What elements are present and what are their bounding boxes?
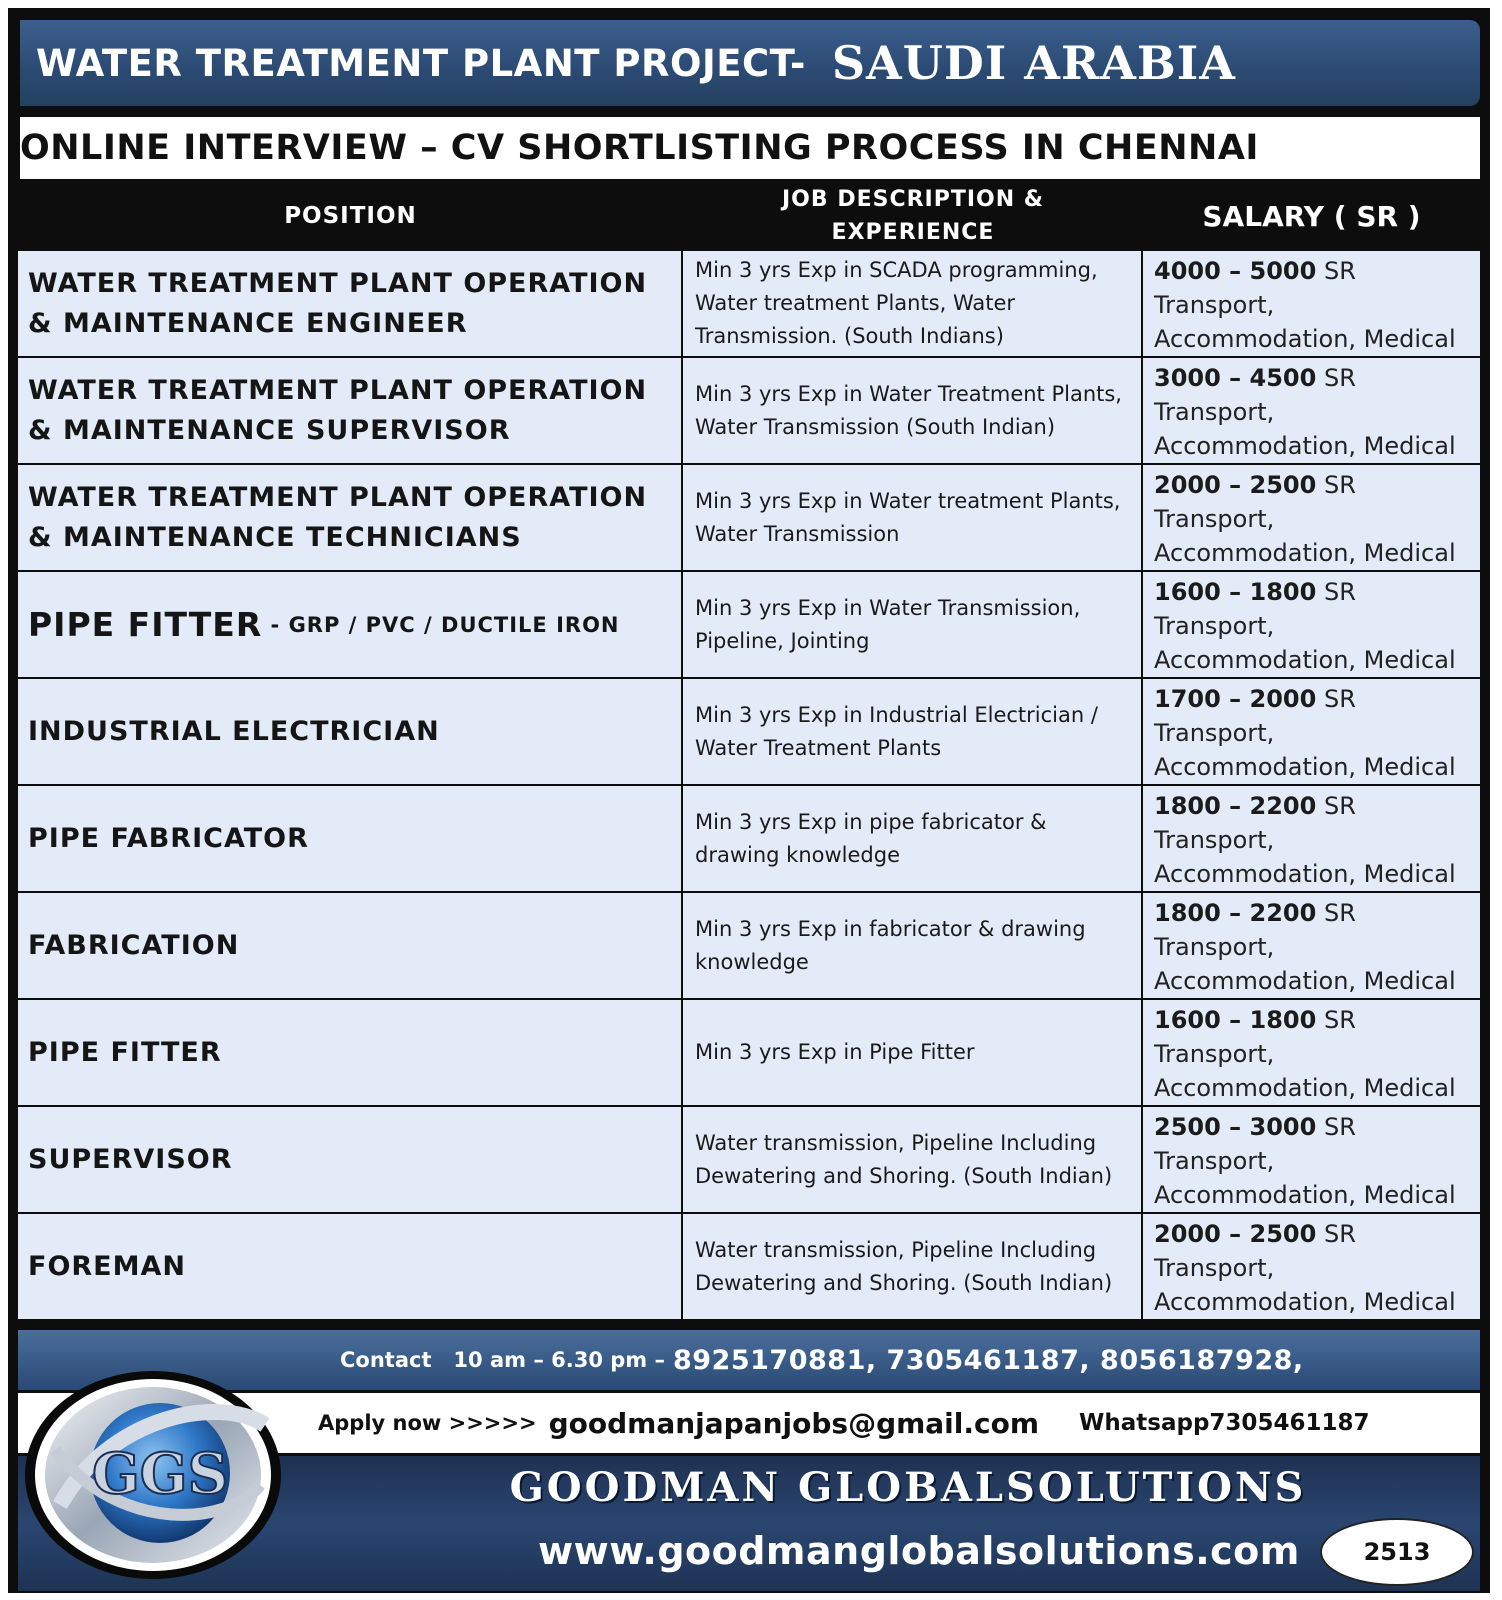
- benefits-line1: Transport,: [1154, 1039, 1275, 1068]
- benefits-line2: Accommodation, Medical: [1154, 324, 1456, 353]
- benefits-line2: Accommodation, Medical: [1154, 1073, 1456, 1102]
- header-job-description-line1: JOB DESCRIPTION &: [782, 187, 1044, 212]
- title-banner: [20, 20, 1480, 106]
- table-row: [18, 893, 1480, 998]
- description-cell: Min 3 yrs Exp in SCADA programming, Water treatment Plants, Water Transmission. (South Indians): [683, 251, 1141, 356]
- description-cell: Water transmission, Pipeline Including Dewatering and Shoring. (South Indian): [683, 1107, 1141, 1212]
- table-row: [18, 1000, 1480, 1105]
- benefits-line1: Transport,: [1154, 611, 1275, 640]
- salary-cell: [1143, 1000, 1480, 1105]
- benefits-line1: Transport,: [1154, 932, 1275, 961]
- position-line2: & MAINTENANCE TECHNICIANS: [28, 521, 522, 553]
- description-cell: Min 3 yrs Exp in fabricator & drawing knowledge: [683, 893, 1141, 998]
- salary-currency: SR: [1323, 791, 1356, 820]
- website-link[interactable]: www.goodmanglobalsolutions.com: [538, 1529, 1300, 1573]
- benefits-line2: Accommodation, Medical: [1154, 431, 1456, 460]
- salary-cell: [1143, 251, 1480, 356]
- position-line1: WATER TREATMENT PLANT OPERATION: [28, 267, 648, 299]
- apply-email[interactable]: goodmanjapanjobs@gmail.com: [548, 1406, 1040, 1440]
- position-line1: WATER TREATMENT PLANT OPERATION: [28, 481, 648, 513]
- salary-range: 1800 – 2200: [1154, 898, 1317, 927]
- benefits-line1: Transport,: [1154, 1253, 1275, 1282]
- benefits-line1: Transport,: [1154, 1146, 1275, 1175]
- header-job-description-line2: EXPERIENCE: [831, 220, 995, 245]
- table-row: [18, 358, 1480, 463]
- benefits-line1: Transport,: [1154, 718, 1275, 747]
- position-cell: FOREMAN: [18, 1214, 681, 1319]
- contact-label: Contact 10 am – 6.30 pm –: [340, 1348, 665, 1372]
- position-main: PIPE FITTER: [28, 605, 263, 644]
- salary-currency: SR: [1323, 470, 1356, 499]
- benefits-line2: Accommodation, Medical: [1154, 859, 1456, 888]
- contact-numbers[interactable]: 8925170881, 7305461187, 8056187928,: [672, 1344, 1304, 1376]
- salary-cell: [1143, 572, 1480, 677]
- salary-cell: [1143, 786, 1480, 891]
- salary-range: 1800 – 2200: [1154, 791, 1317, 820]
- salary-currency: SR: [1323, 1005, 1356, 1034]
- position-cell: INDUSTRIAL ELECTRICIAN: [18, 679, 681, 784]
- salary-range: 1700 – 2000: [1154, 684, 1317, 713]
- table-row: [18, 572, 1480, 677]
- benefits-line2: Accommodation, Medical: [1154, 645, 1456, 674]
- position-cell: SUPERVISOR: [18, 1107, 681, 1212]
- description-cell: Min 3 yrs Exp in Pipe Fitter: [683, 1000, 1141, 1105]
- header-job-description: [683, 182, 1143, 250]
- header-position: POSITION: [284, 203, 417, 229]
- position-line1: WATER TREATMENT PLANT OPERATION: [28, 374, 648, 406]
- salary-cell: [1143, 465, 1480, 570]
- benefits-line1: Transport,: [1154, 825, 1275, 854]
- subtitle: ONLINE INTERVIEW – CV SHORTLISTING PROCESS IN CHENNAI: [20, 117, 1480, 179]
- salary-cell: [1143, 1214, 1480, 1319]
- position-line2: & MAINTENANCE SUPERVISOR: [28, 414, 511, 446]
- apply-label: Apply now >>>>>: [318, 1411, 537, 1435]
- salary-cell: [1143, 893, 1480, 998]
- benefits-line2: Accommodation, Medical: [1154, 1287, 1456, 1316]
- salary-currency: SR: [1323, 1112, 1356, 1141]
- table-row: [18, 786, 1480, 891]
- header-salary: SALARY ( SR ): [1202, 199, 1421, 233]
- position-cell: FABRICATION: [18, 893, 681, 998]
- position-cell: [18, 465, 681, 570]
- company-name: GOODMAN GLOBALSOLUTIONS: [509, 1464, 1307, 1511]
- description-cell: Water transmission, Pipeline Including Dewatering and Shoring. (South Indian): [683, 1214, 1141, 1319]
- globe-logo-icon: [20, 1355, 286, 1583]
- position-suffix: - GRP / PVC / DUCTILE IRON: [262, 612, 620, 637]
- whatsapp-number[interactable]: Whatsapp7305461187: [1079, 1410, 1370, 1436]
- table-row: [18, 1214, 1480, 1319]
- salary-range: 1600 – 1800: [1154, 577, 1317, 606]
- benefits-line2: Accommodation, Medical: [1154, 1180, 1456, 1209]
- benefits-line1: Transport,: [1154, 504, 1275, 533]
- salary-range: 1600 – 1800: [1154, 1005, 1317, 1034]
- reference-badge: 2513: [1320, 1518, 1474, 1586]
- salary-currency: SR: [1323, 363, 1356, 392]
- table-row: [18, 1107, 1480, 1212]
- table-header: [18, 182, 1480, 250]
- salary-currency: SR: [1323, 898, 1356, 927]
- table-row: [18, 251, 1480, 356]
- title-country: SAUDI ARABIA: [831, 36, 1236, 90]
- salary-range: 2000 – 2500: [1154, 1219, 1317, 1248]
- title-project: WATER TREATMENT PLANT PROJECT-: [36, 41, 806, 85]
- description-cell: Min 3 yrs Exp in Water Treatment Plants, Water Transmission (South Indian): [683, 358, 1141, 463]
- position-line2: & MAINTENANCE ENGINEER: [28, 307, 468, 339]
- table-row: [18, 679, 1480, 784]
- benefits-line2: Accommodation, Medical: [1154, 966, 1456, 995]
- position-cell: PIPE FABRICATOR: [18, 786, 681, 891]
- description-cell: Min 3 yrs Exp in Industrial Electrician / Water Treatment Plants: [683, 679, 1141, 784]
- position-cell: [18, 572, 681, 677]
- salary-range: 4000 – 5000: [1154, 256, 1317, 285]
- salary-cell: [1143, 358, 1480, 463]
- description-cell: Min 3 yrs Exp in Water treatment Plants, Water Transmission: [683, 465, 1141, 570]
- benefits-line2: Accommodation, Medical: [1154, 752, 1456, 781]
- salary-cell: [1143, 1107, 1480, 1212]
- salary-currency: SR: [1323, 256, 1356, 285]
- salary-range: 3000 – 4500: [1154, 363, 1317, 392]
- jobs-table: [18, 251, 1480, 1321]
- benefits-line1: Transport,: [1154, 290, 1275, 319]
- salary-cell: [1143, 679, 1480, 784]
- salary-range: 2000 – 2500: [1154, 470, 1317, 499]
- position-cell: [18, 251, 681, 356]
- table-row: [18, 465, 1480, 570]
- benefits-line1: Transport,: [1154, 397, 1275, 426]
- benefits-line2: Accommodation, Medical: [1154, 538, 1456, 567]
- salary-currency: SR: [1323, 1219, 1356, 1248]
- description-cell: Min 3 yrs Exp in Water Transmission, Pipeline, Jointing: [683, 572, 1141, 677]
- description-cell: Min 3 yrs Exp in pipe fabricator & drawing knowledge: [683, 786, 1141, 891]
- salary-range: 2500 – 3000: [1154, 1112, 1317, 1141]
- position-cell: [18, 358, 681, 463]
- position-cell: PIPE FITTER: [18, 1000, 681, 1105]
- salary-currency: SR: [1323, 577, 1356, 606]
- logo-text: GGS: [91, 1441, 229, 1507]
- salary-currency: SR: [1323, 684, 1356, 713]
